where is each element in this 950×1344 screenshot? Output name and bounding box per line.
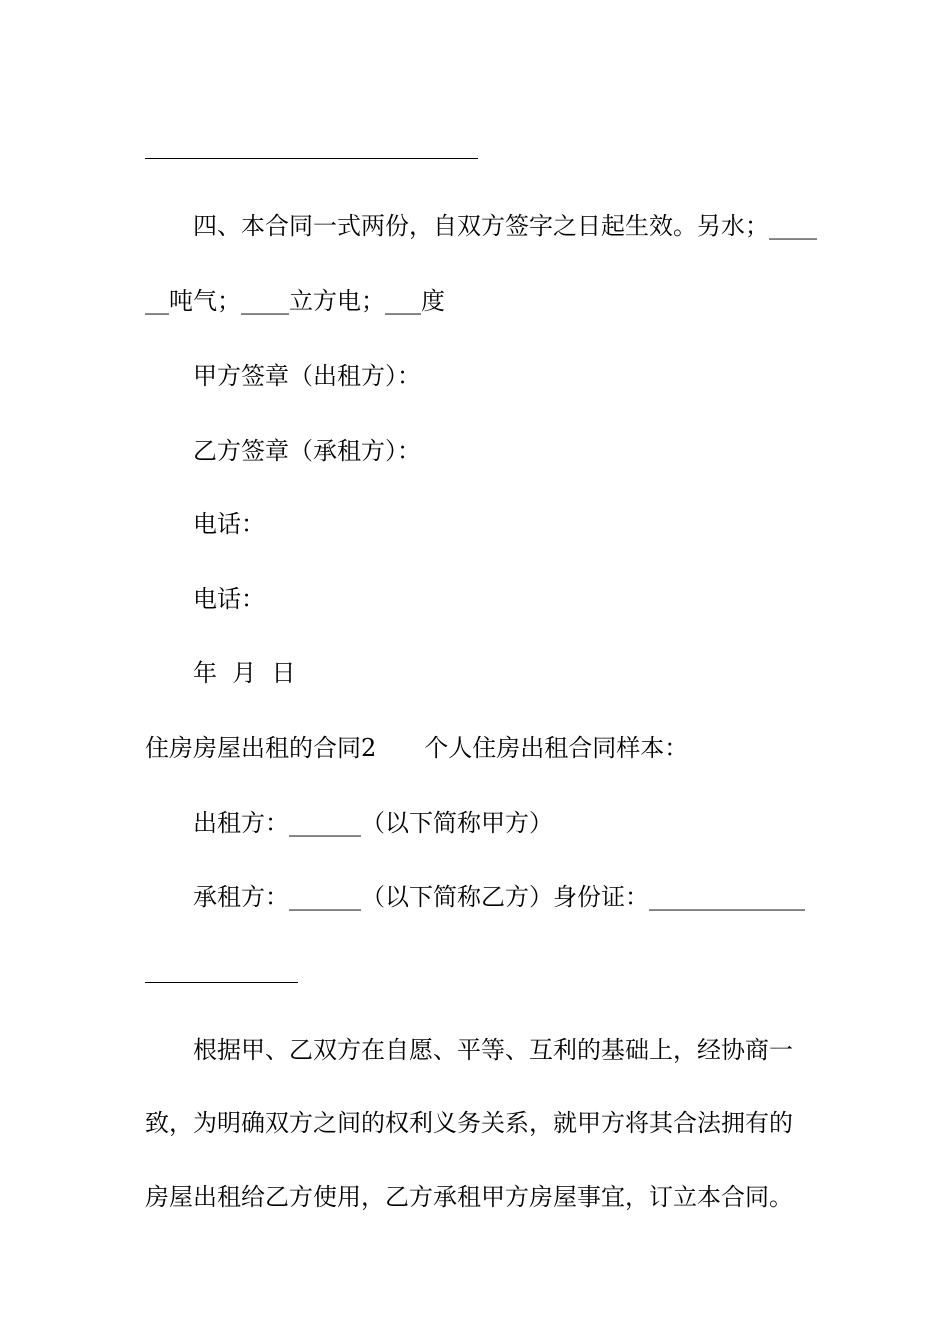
- section-heading: 住房房屋出租的合同2 个人住房出租合同样本：: [145, 734, 689, 762]
- clause-four-line-1: 四、本合同一式两份，自双方签字之日起生效。另水；____: [193, 212, 817, 240]
- date-line: 年 月 日: [193, 659, 296, 687]
- lessee-line: 承租方：______（以下简称乙方）身份证：_____________: [193, 883, 805, 911]
- top-underline: [145, 158, 478, 159]
- preamble-line-3: 房屋出租给乙方使用，乙方承租甲方房屋事宜，订立本合同。: [145, 1183, 793, 1211]
- preamble-line-2: 致，为明确双方之间的权利义务关系，就甲方将其合法拥有的: [145, 1109, 793, 1137]
- phone-a: 电话：: [193, 510, 265, 538]
- phone-b: 电话：: [193, 585, 265, 613]
- preamble-line-1: 根据甲、乙双方在自愿、平等、互利的基础上，经协商一: [193, 1036, 793, 1064]
- party-a-signature: 甲方签章（出租方）：: [193, 362, 421, 390]
- party-b-signature: 乙方签章（承租方）：: [193, 437, 421, 465]
- clause-four-line-2: __吨气；____立方电；___度: [145, 287, 445, 315]
- id-underline-continued: [145, 982, 298, 983]
- lessor-line: 出租方：______（以下简称甲方）: [193, 809, 553, 837]
